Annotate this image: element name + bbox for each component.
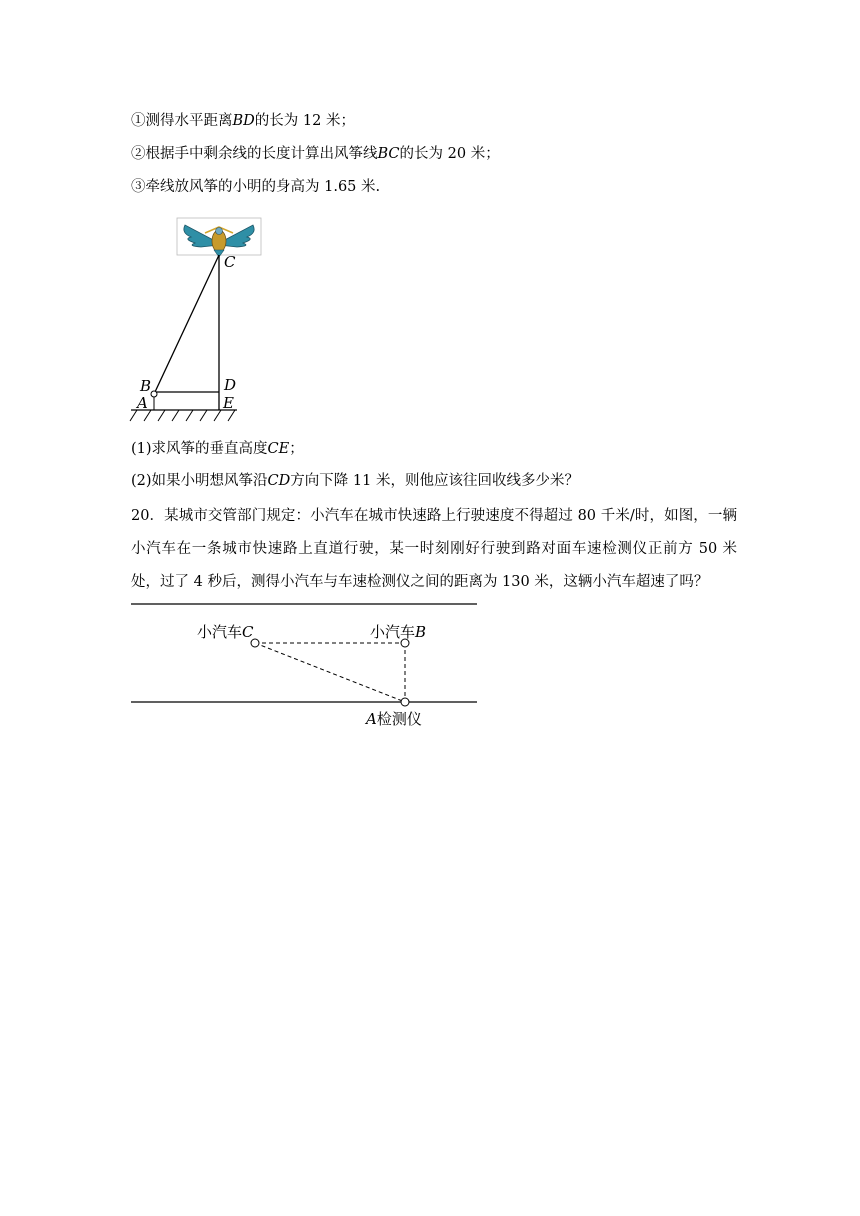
kite-image: [177, 218, 261, 257]
condition-2: ②根据手中剩余线的长度计算出风筝线BC的长为 20 米；: [131, 146, 500, 162]
label-c: C: [224, 253, 236, 271]
condition-3: ③牵线放风筝的小明的身高为 1.65 米.: [131, 179, 381, 195]
question-1: (1)求风筝的垂直高度CE；: [131, 441, 304, 457]
detector-point: [401, 698, 409, 706]
question-2: (2)如果小明想风筝沿CD方向下降 11 米，则他应该往回收线多少米？: [131, 473, 579, 489]
condition-1: ①测得水平距离BD的长为 12 米；: [131, 113, 355, 129]
label-b: B: [140, 377, 152, 395]
car-c-label: 小汽车C: [197, 623, 254, 641]
kite-figure: [125, 215, 275, 425]
label-d: D: [224, 376, 237, 394]
label-e: E: [223, 394, 234, 412]
label-a: A: [137, 394, 148, 412]
car-b-label: 小汽车B: [370, 623, 427, 641]
car-figure: [125, 595, 485, 735]
detector-label: A检测仪: [366, 710, 422, 728]
question-20-text: 20．某城市交管部门规定：小汽车在城市快速路上行驶速度不得超过 80 千米/时，如图，一辆小汽车在一条城市快速路上直道行驶，某一时刻刚好行驶到路对面车速检测仪正前方 50 米处，过了 4 秒后，测得小汽车与车速检测仪之间的距离为 130 米，这辆小汽车超速了吗？: [131, 508, 737, 590]
